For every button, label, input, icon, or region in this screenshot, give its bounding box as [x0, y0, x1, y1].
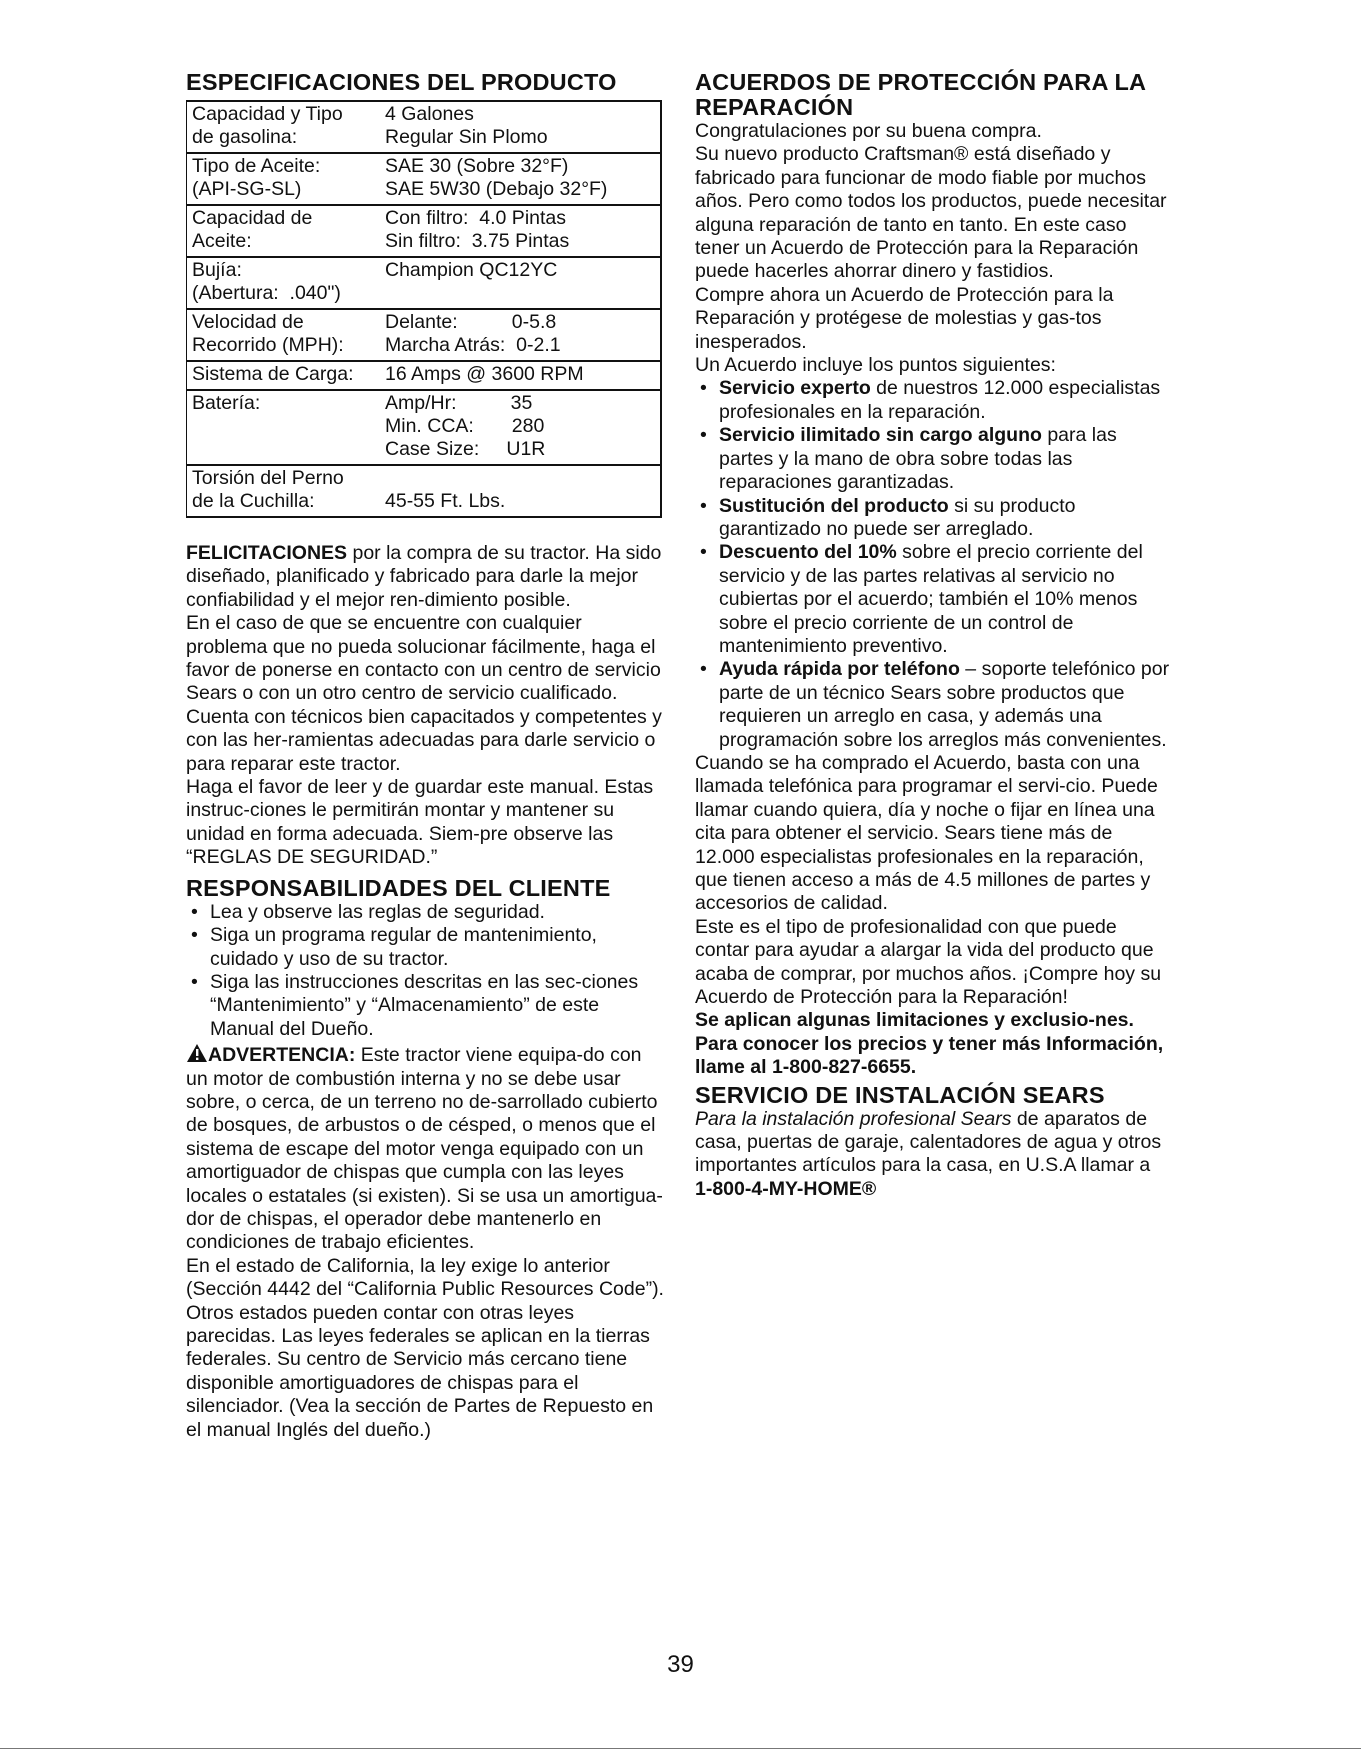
spec-value-line: Regular Sin Plomo: [385, 126, 548, 148]
right-column: [695, 70, 1175, 1201]
spec-label-line: Recorrido (MPH):: [192, 334, 344, 356]
felicitaciones-label: FELICITACIONES: [186, 542, 348, 564]
list-item: [695, 541, 1175, 658]
bullet-icon: •: [191, 900, 198, 923]
installation-paragraph: [695, 1108, 1175, 1178]
spec-row: [187, 101, 662, 153]
list-item: [186, 924, 668, 971]
spec-value-line: Delante: 0-5.8: [385, 311, 557, 333]
warning-text: Este tractor viene equipa-do con un motor de combustión interna y no se debe usar sobre, o cerca, de un terreno no de-sarrollado cubierto de bosques, de arbustos o de césped, o menos que el sistema de escape del motor venga equipado con un amortiguador de chispas que cumpla con las leyes locales o estatales (si existen). Si se usa un amortigua-dor de chispas, el operador debe mantenerlo en condiciones de trabajo eficientes.: [186, 1044, 663, 1254]
benefit-title: Servicio ilimitado sin cargo alguno: [719, 424, 1042, 447]
spec-value-line: [385, 467, 660, 490]
spec-row: [187, 309, 662, 361]
warning-triangle-icon: [186, 1043, 208, 1063]
bullet-icon: •: [700, 658, 707, 681]
intro-product: Su nuevo producto Craftsman® está diseñado y fabricado para funcionar de modo fiable por muchos años. Pero como todos los productos, puede necesitar alguna reparación de tanto en tanto. En este caso tener un Acuerdo de Protección para la Reparación puede hacerles ahorrar dinero y fastidios.: [695, 143, 1167, 283]
spec-value-line: Marcha Atrás: 0-2.1: [385, 334, 561, 356]
spec-row: [187, 257, 662, 309]
spec-value: [380, 309, 661, 361]
spec-label: [187, 101, 381, 153]
spec-label: [187, 361, 381, 390]
warning-label: ADVERTENCIA:: [208, 1044, 356, 1067]
responsibilities-list: [186, 901, 668, 1041]
spec-value-line: Case Size: U1R: [385, 438, 546, 460]
spec-label-line: (API-SG-SL): [192, 178, 302, 200]
spec-value-line: SAE 5W30 (Debajo 32°F): [385, 178, 608, 200]
spec-value: [380, 361, 661, 390]
spec-value: [380, 390, 661, 465]
spec-label-line: (Abertura: .040"): [192, 282, 341, 304]
spec-value-line: 16 Amps @ 3600 RPM: [385, 363, 584, 385]
benefit-text: si su producto garantizado no puede ser arreglado.: [719, 494, 1076, 540]
agreement-paragraph: Cuando se ha comprado el Acuerdo, basta con una llamada telefónica para programar el servi-cio. Puede llamar cuando quiera, día y noche o fijar en línea una cita para obtener el servicio. Sears tiene más de 12.000 especialistas profesionales en la reparación, que tienen acceso a más de 4.5 millones de partes y accesorios de calidad.: [695, 751, 1158, 915]
spec-value-line: Champion QC12YC: [385, 259, 558, 281]
benefit-title: Descuento del 10%: [719, 541, 897, 564]
professionalism-paragraph: Este es el tipo de profesionalidad con que puede contar para ayudar a alargar la vida del producto que acaba de comprar, por muchos años. ¡Compre hoy su Acuerdo de Protección para la Reparación!: [695, 915, 1162, 1009]
spec-label-line: de gasolina:: [192, 126, 298, 148]
manual-paragraph: Haga el favor de leer y de guardar este manual. Estas instruc-ciones le permitirán montar y mantener su unidad en forma adecuada. Siem-pre observe las “REGLAS DE SEGURIDAD.”: [186, 776, 654, 869]
spec-value: [380, 153, 661, 205]
felicitaciones-paragraph: [186, 542, 668, 612]
list-item: [186, 901, 668, 924]
page-number: 39: [667, 1651, 694, 1678]
specs-heading: ESPECIFICACIONES DEL PRODUCTO: [186, 69, 617, 95]
bullet-icon: •: [700, 377, 707, 400]
spec-value-line: SAE 30 (Sobre 32°F): [385, 155, 569, 177]
intro-buy: Compre ahora un Acuerdo de Protección para la Reparación y protégese de molestias y gas-tos inesperados.: [695, 283, 1114, 353]
spec-label-line: Bujía:: [192, 259, 242, 281]
spec-label-line: de la Cuchilla:: [192, 490, 315, 512]
intro-includes: Un Acuerdo incluye los puntos siguientes:: [695, 354, 1056, 377]
spec-value-line: Sin filtro: 3.75 Pintas: [385, 230, 570, 252]
spec-label-line: Batería:: [192, 392, 261, 414]
california-paragraph: En el estado de California, la ley exige lo anterior (Sección 4442 del “California Public Resources Code”). Otros estados pueden contar con otras leyes parecidas. Las leyes federales se aplican en la tierras federales. Su centro de Servicio más cercano tiene disponible amortiguadores de chispas para el silenciador. (Vea la sección de Partes de Repuesto en el manual Inglés del dueño.): [186, 1254, 664, 1441]
spec-value-line: 4 Galones: [385, 103, 474, 125]
protection-heading: ACUERDOS DE PROTECCIÓN PARA LA REPARACIÓN: [695, 69, 1146, 120]
spec-label-line: Capacidad de: [192, 207, 313, 229]
spec-label: [187, 465, 381, 517]
benefits-list: [695, 377, 1175, 752]
list-item: [695, 377, 1175, 424]
spec-row: [187, 205, 662, 257]
spec-label-line: Aceite:: [192, 230, 252, 252]
spec-label-line: Sistema de Carga:: [192, 363, 354, 385]
spec-label-line: Capacidad y Tipo: [192, 103, 343, 125]
spec-label: [187, 257, 381, 309]
benefit-title: Ayuda rápida por teléfono: [719, 658, 960, 681]
specs-table: [186, 100, 662, 518]
benefit-text: para las partes y la mano de obra sobre todas las reparaciones garantizadas.: [719, 424, 1117, 494]
spec-label: [187, 153, 381, 205]
list-item-text: Siga las instrucciones descritas en las sec-ciones “Mantenimiento” y “Almacenamiento” de este Manual del Dueño.: [210, 970, 639, 1040]
bullet-icon: •: [191, 970, 198, 993]
spec-value: [380, 101, 661, 153]
bullet-icon: •: [700, 494, 707, 517]
service-paragraph: En el caso de que se encuentre con cualquier problema que no pueda solucionar fácilmente, haga el favor de ponerse en contacto con un centro de servicio Sears o con un otro centro de servicio cualificado. Cuenta con técnicos bien capacitados y competentes y con las her-ramientas adecuadas para darle servicio o para reparar este tractor.: [186, 612, 662, 775]
list-item: [695, 495, 1175, 542]
spec-row: [187, 153, 662, 205]
bullet-icon: •: [700, 541, 707, 564]
bullet-icon: •: [700, 424, 707, 447]
spec-value: [380, 257, 661, 309]
benefit-text: – soporte telefónico por parte de un técnico Sears sobre productos que requieren un arreglo en casa, y además una programación sobre los arreglos más convenientes.: [719, 658, 1170, 751]
felicitaciones-text: por la compra de su tractor. Ha sido diseñado, planificado y fabricado para darle la mejor confiabilidad y el mejor ren-dimiento posible.: [186, 542, 662, 611]
benefit-text: de nuestros 12.000 especialistas profesionales en la reparación.: [719, 377, 1161, 423]
benefit-text: sobre el precio corriente del servicio y de las partes relativas al servicio no cubiertas por el acuerdo; también el 10% menos sobre el precio corriente de un control de mantenimiento preventivo.: [719, 541, 1143, 657]
spec-label-line: Torsión del Perno: [192, 467, 344, 489]
spec-value: [380, 465, 661, 517]
spec-label: [187, 205, 381, 257]
installation-text: de aparatos de casa, puertas de garaje, calentadores de agua y otros importantes artículos para la casa, en U.S.A llamar a: [695, 1107, 1162, 1177]
spec-label: [187, 390, 381, 465]
benefit-title: Servicio experto: [719, 377, 871, 400]
spec-row: [187, 465, 662, 517]
left-column: [186, 70, 668, 1442]
benefit-title: Sustitución del producto: [719, 494, 949, 517]
responsibilities-heading: RESPONSABILIDADES DEL CLIENTE: [186, 874, 611, 901]
warning-paragraph: [186, 1043, 668, 1255]
bullet-icon: •: [191, 924, 198, 947]
spec-label-line: Velocidad de: [192, 311, 304, 333]
spec-row: [187, 361, 662, 390]
spec-row: [187, 390, 662, 465]
bottom-rule: [0, 1748, 1361, 1749]
spec-label-line: Tipo de Aceite:: [192, 155, 321, 177]
list-item-text: Lea y observe las reglas de seguridad.: [210, 900, 545, 923]
list-item: [186, 971, 668, 1041]
spec-value-line: 45-55 Ft. Lbs.: [385, 490, 506, 512]
limitations-notice: Se aplican algunas limitaciones y exclusio-nes. Para conocer los precios y tener más Información, llame al 1-800-827-6655.: [695, 1009, 1164, 1079]
spec-value-line: Min. CCA: 280: [385, 415, 545, 437]
list-item: [695, 424, 1175, 494]
list-item-text: Siga un programa regular de mantenimiento, cuidado y uso de su tractor.: [210, 924, 597, 970]
list-item: [695, 658, 1175, 752]
spec-label: [187, 309, 381, 361]
spec-value-line: Con filtro: 4.0 Pintas: [385, 207, 567, 229]
intro-congrats: Congratulaciones por su buena compra.: [695, 120, 1042, 142]
installation-italic: Para la instalación profesional Sears: [695, 1107, 1012, 1130]
spec-value-line: Amp/Hr: 35: [385, 392, 533, 414]
installation-phone: 1-800-4-MY-HOME®: [695, 1177, 877, 1200]
installation-heading: SERVICIO DE INSTALACIÓN SEARS: [695, 1081, 1105, 1108]
spec-value: [380, 205, 661, 257]
